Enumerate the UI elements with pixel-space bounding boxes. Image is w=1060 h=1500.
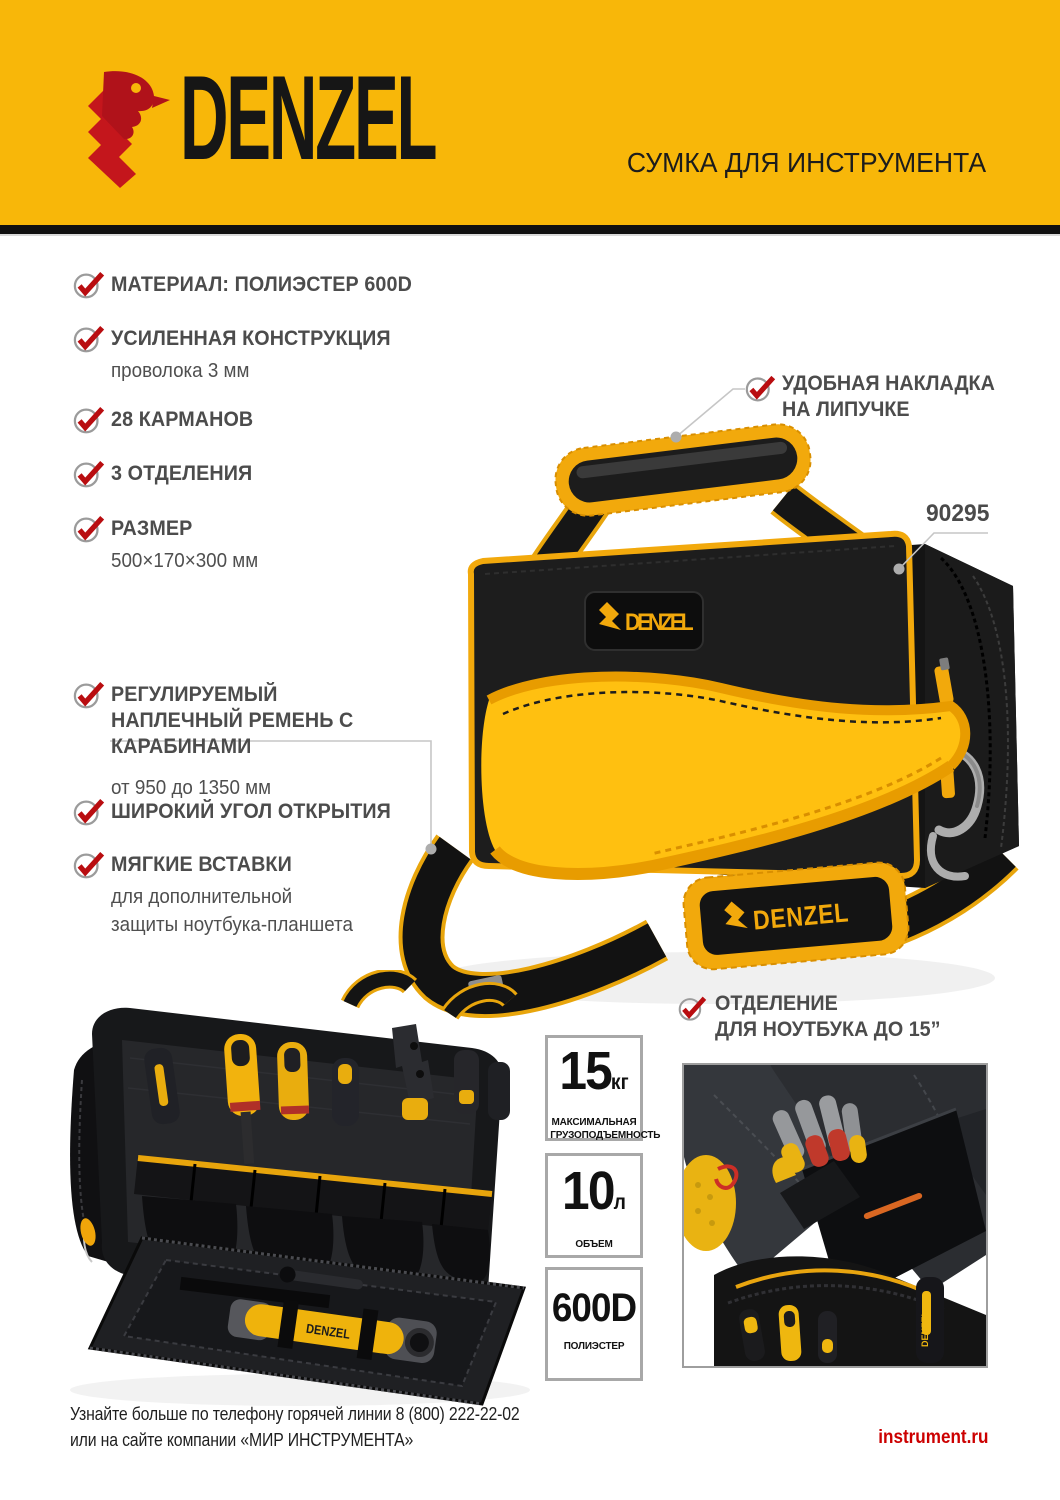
callout-line1: ОТДЕЛЕНИЕ [715,992,838,1015]
callout-line2: НА ЛИПУЧКЕ [782,398,910,421]
footer-site-line: или на сайте компании «МИР ИНСТРУМЕНТА» [70,1430,414,1450]
badge-value: 15 [559,1041,611,1101]
feature-title: 28 КАРМАНОВ [111,408,254,431]
check-icon [678,994,707,1023]
denzel-patch [585,592,703,650]
feature-title: ШИРОКИЙ УГОЛ ОТКРЫТИЯ [111,800,391,823]
feature-title: РАЗМЕР [111,517,193,540]
check-icon [73,404,105,436]
badge-label: МАКСИМАЛЬНАЯ [551,1116,637,1128]
svg-text:DENZEL: DENZEL [305,1320,352,1342]
feature-material [73,272,433,298]
check-icon [73,458,105,490]
badge-label: ОБЪЕМ [575,1238,613,1250]
feature-title: РЕГУЛИРУЕМЫЙ НАПЛЕЧНЫЙ РЕМЕНЬ С КАРАБИНАМИ [111,683,354,758]
laptop-photo [684,1065,986,1366]
svg-text:DENZEL: DENZEL [625,608,694,636]
feature-title: МЯГКИЕ ВСТАВКИ [111,853,292,876]
brand-eagle-icon [74,70,174,188]
callout-line2: ДЛЯ НОУТБУКА ДО 15” [715,1018,941,1041]
badge-label: ГРУЗОПОДЪЕМНОСТЬ [550,1129,661,1141]
svg-text:DENZEL: DENZEL [751,897,850,937]
feature-title: 3 ОТДЕЛЕНИЯ [111,462,253,485]
callout-line1: УДОБНАЯ НАКЛАДКА [782,372,995,395]
feature-subtitle: проволока 3 мм [111,360,250,382]
feature-size [73,516,433,575]
check-icon [73,323,105,355]
callout-laptop-compartment [678,991,955,1043]
check-icon [745,373,776,404]
header-band [0,0,1060,225]
footer-domain: instrument.ru [877,1427,988,1448]
badge-value: 600D [551,1286,637,1330]
feature-construction [73,326,433,385]
sku-number: 90295 [926,500,990,527]
feature-subtitle: для дополнительной защиты ноутбука-планшета [111,886,353,936]
badge-volume [545,1153,643,1258]
shoulder-pad [681,860,910,971]
badge-unit: кг [610,1071,629,1094]
footer-phone-line: Узнайте больше по телефону горячей линии 8 (800) 222-22-02 [70,1404,520,1424]
check-icon [73,679,105,711]
check-icon [73,849,105,881]
badge-max-load [545,1035,661,1141]
page-title: СУМКА ДЛЯ ИНСТРУМЕНТА [626,147,986,178]
brand-wordmark: DENZEL [180,51,436,185]
svg-text:DENZEL: DENZEL [920,1311,930,1347]
badge-label: ПОЛИЭСТЕР [563,1340,625,1352]
open-bag-photo [30,970,550,1410]
feature-compartments [73,461,433,487]
check-icon [73,269,105,301]
callout-handle-pad [745,371,1008,423]
feature-strap [73,682,413,802]
check-icon [73,513,105,545]
feature-title: УСИЛЕННАЯ КОНСТРУКЦИЯ [111,327,391,350]
feature-subtitle: от 950 до 1350 мм [111,777,272,799]
laptop-photo-frame [682,1063,988,1368]
feature-title: МАТЕРИАЛ: ПОЛИЭСТЕР 600D [111,273,412,296]
badge-material [545,1267,643,1381]
header-divider [0,225,1060,234]
feature-subtitle: 500×170×300 мм [111,550,259,572]
feature-pockets [73,407,433,433]
feature-padding [73,852,373,939]
feature-opening [73,799,433,825]
badge-unit: л [613,1191,626,1214]
badge-value: 10 [562,1161,614,1221]
check-icon [73,796,105,828]
